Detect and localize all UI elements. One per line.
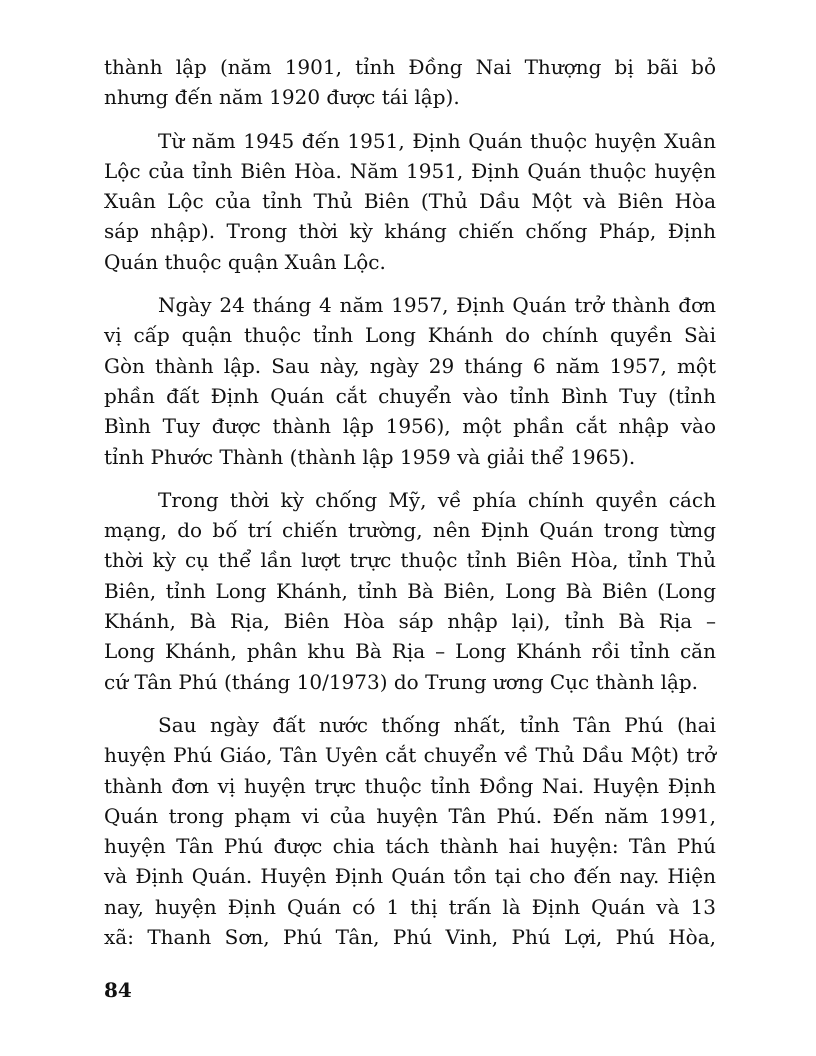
text-line: Quán trong phạm vi của huyện Tân Phú. Đến năm 1991, [104,803,716,828]
text-line: huyện Tân Phú được chia tách thành hai huyện: Tân Phú [104,834,716,859]
text-line: nay, huyện Định Quán có 1 thị trấn là Định Quán và 13 [104,894,716,919]
text-line: Gòn thành lập. Sau này, ngày 29 tháng 6 năm 1957, một [104,353,716,378]
text-line: phần đất Định Quán cắt chuyển vào tỉnh Bình Tuy (tỉnh [104,383,716,408]
text-line: và Định Quán. Huyện Định Quán tồn tại cho đến nay. Hiện [104,864,716,889]
paragraph-4 [104,485,716,697]
text-line: thành đơn vị huyện trực thuộc tỉnh Đồng Nai. Huyện Định [104,773,716,798]
text-line: tỉnh Phước Thành (thành lập 1959 và giải thể 1965). [104,444,636,469]
text-line: thành lập (năm 1901, tỉnh Đồng Nai Thượng bị bãi bỏ [104,55,716,79]
text-line: xã: Thanh Sơn, Phú Tân, Phú Vinh, Phú Lợi, Phú Hòa, [104,925,716,950]
text-line: Xuân Lộc của tỉnh Thủ Biên (Thủ Dầu Một và Biên Hòa [104,189,716,214]
paragraph-3 [104,290,716,472]
text-line: Trong thời kỳ chống Mỹ, về phía chính quyền cách [158,487,716,512]
text-line: Từ năm 1945 đến 1951, Định Quán thuộc huyện Xuân [158,128,716,153]
text-line: Sau ngày đất nước thống nhất, tỉnh Tân Phú (hai [158,712,716,737]
text-line: huyện Phú Giáo, Tân Uyên cắt chuyển về Thủ Dầu Một) trở [104,743,716,768]
text-line: mạng, do bố trí chiến trường, nên Định Quán trong từng [104,518,716,543]
text-line: Ngày 24 tháng 4 năm 1957, Định Quán trở thành đơn [158,293,716,318]
text-line: vị cấp quận thuộc tỉnh Long Khánh do chính quyền Sài [104,323,716,348]
page-body [104,52,716,965]
text-line: nhưng đến năm 1920 được tái lập). [104,85,460,110]
text-line: Khánh, Bà Rịa, Biên Hòa sáp nhập lại), tỉnh Bà Rịa – [104,609,716,634]
text-line: Bình Tuy được thành lập 1956), một phần cắt nhập vào [104,414,716,439]
text-line: Quán thuộc quận Xuân Lộc. [104,249,386,274]
page-number: 84 [104,978,132,1002]
text-line: Lộc của tỉnh Biên Hòa. Năm 1951, Định Quán thuộc huyện [104,158,716,183]
paragraph-1 [104,52,716,113]
text-line: Long Khánh, phân khu Bà Rịa – Long Khánh rồi tỉnh căn [104,639,716,664]
text-line: Biên, tỉnh Long Khánh, tỉnh Bà Biên, Long Bà Biên (Long [104,578,716,603]
text-line: cứ Tân Phú (tháng 10/1973) do Trung ương Cục thành lập. [104,669,699,694]
text-line: sáp nhập). Trong thời kỳ kháng chiến chống Pháp, Định [104,219,716,244]
paragraph-2 [104,126,716,277]
text-line: thời kỳ cụ thể lần lượt trực thuộc tỉnh Biên Hòa, tỉnh Thủ [104,548,716,573]
paragraph-5 [104,710,716,952]
